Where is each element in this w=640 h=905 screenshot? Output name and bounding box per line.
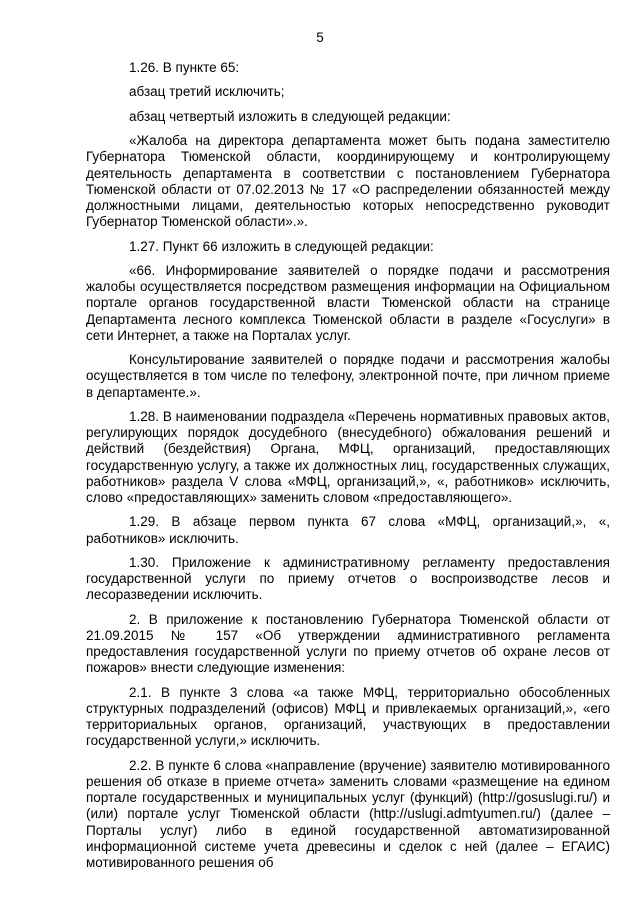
paragraph-1-26: 1.26. В пункте 65:: [129, 60, 240, 75]
paragraph-2-2: 2.2. В пункте 6 слова «направление (вручение) заявителю мотивированного решения об отказе в приеме отчета» заменить словами «размещение на едином портале государственных и муниципальных услуг (функций) (http://gosuslugi.ru/) и (или) портале услуг Тюменской области (http://uslugi.admtyumen.ru/) (далее – Порталы услуг) либо в единой государственной автоматизированной информационной системе учета древесины и сделок с ней (далее – ЕГАИС) мотивированного решения об: [86, 757, 610, 870]
paragraph-abzac-tretiy: абзац третий исключить;: [129, 84, 285, 100]
paragraph-konsultirovanie: Консультирование заявителей о порядке подачи и рассмотрения жалобы осуществляется в том числе по телефону, электронной почте, при личном приеме в департаменте.».: [86, 352, 610, 400]
paragraph-2-1: 2.1. В пункте 3 слова «а также МФЦ, территориально обособленных структурных подразделений (офисов) МФЦ и привлекаемых организаций,», «его территориальных органов, организаций, участвующих в предоставлении государственной услуги,» исключить.: [86, 684, 610, 749]
paragraph-1-30: 1.30. Приложение к административному регламенту предоставления государственной услуги по приему отчетов о воспроизводстве лесов и лесоразведении исключить.: [86, 554, 610, 603]
paragraph-66-quote: «66. Информирование заявителей о порядке подачи и рассмотрения жалобы осуществляется посредством размещения информации на Официальном портале органов государственной власти Тюменской области на странице Департамента лесного комплекса Тюменской области в разделе «Госуслуги» в сети Интернет, а также на Порталах услуг.: [86, 262, 610, 343]
paragraph-abzac-chetvertyy: абзац четвертый изложить в следующей редакции:: [129, 108, 451, 124]
document-body: [86, 60, 610, 879]
paragraph-zhaloba-quote: «Жалоба на директора департамента может быть подана заместителю Губернатора Тюменской области, координирующему и контролирующему деятельность департамента в соответствии с постановлением Губернатора Тюменской области от 07.02.2013 № 17 «О распределении обязанностей между должностными лицами, деятельностью которых непосредственно руководит Губернатор Тюменской области».».: [86, 133, 610, 230]
paragraph-2: 2. В приложение к постановлению Губернатора Тюменской области от 21.09.2015 № 157 «Об утверждении административного регламента предоставления государственной услуги по приему отчетов об охране лесов от пожаров» внести следующие изменения:: [86, 611, 610, 676]
paragraph-1-28: 1.28. В наименовании подраздела «Перечень нормативных правовых актов, регулирующих порядок досудебного (внесудебного) обжалования решений и действий (бездействия) Органа, МФЦ, организаций, предоставляющих государственную услугу, а также их должностных лиц, государственных служащих, работников» раздела V слова «МФЦ, организаций,», «, работников» исключить, слово «предоставляющих» заменить словом «предоставляющего».: [86, 408, 610, 505]
paragraph-1-29: 1.29. В абзаце первом пункта 67 слова «МФЦ, организаций,», «, работников» исключить.: [86, 514, 610, 546]
page-number: 5: [316, 30, 324, 45]
paragraph-1-27: 1.27. Пункт 66 изложить в следующей редакции:: [129, 238, 434, 254]
